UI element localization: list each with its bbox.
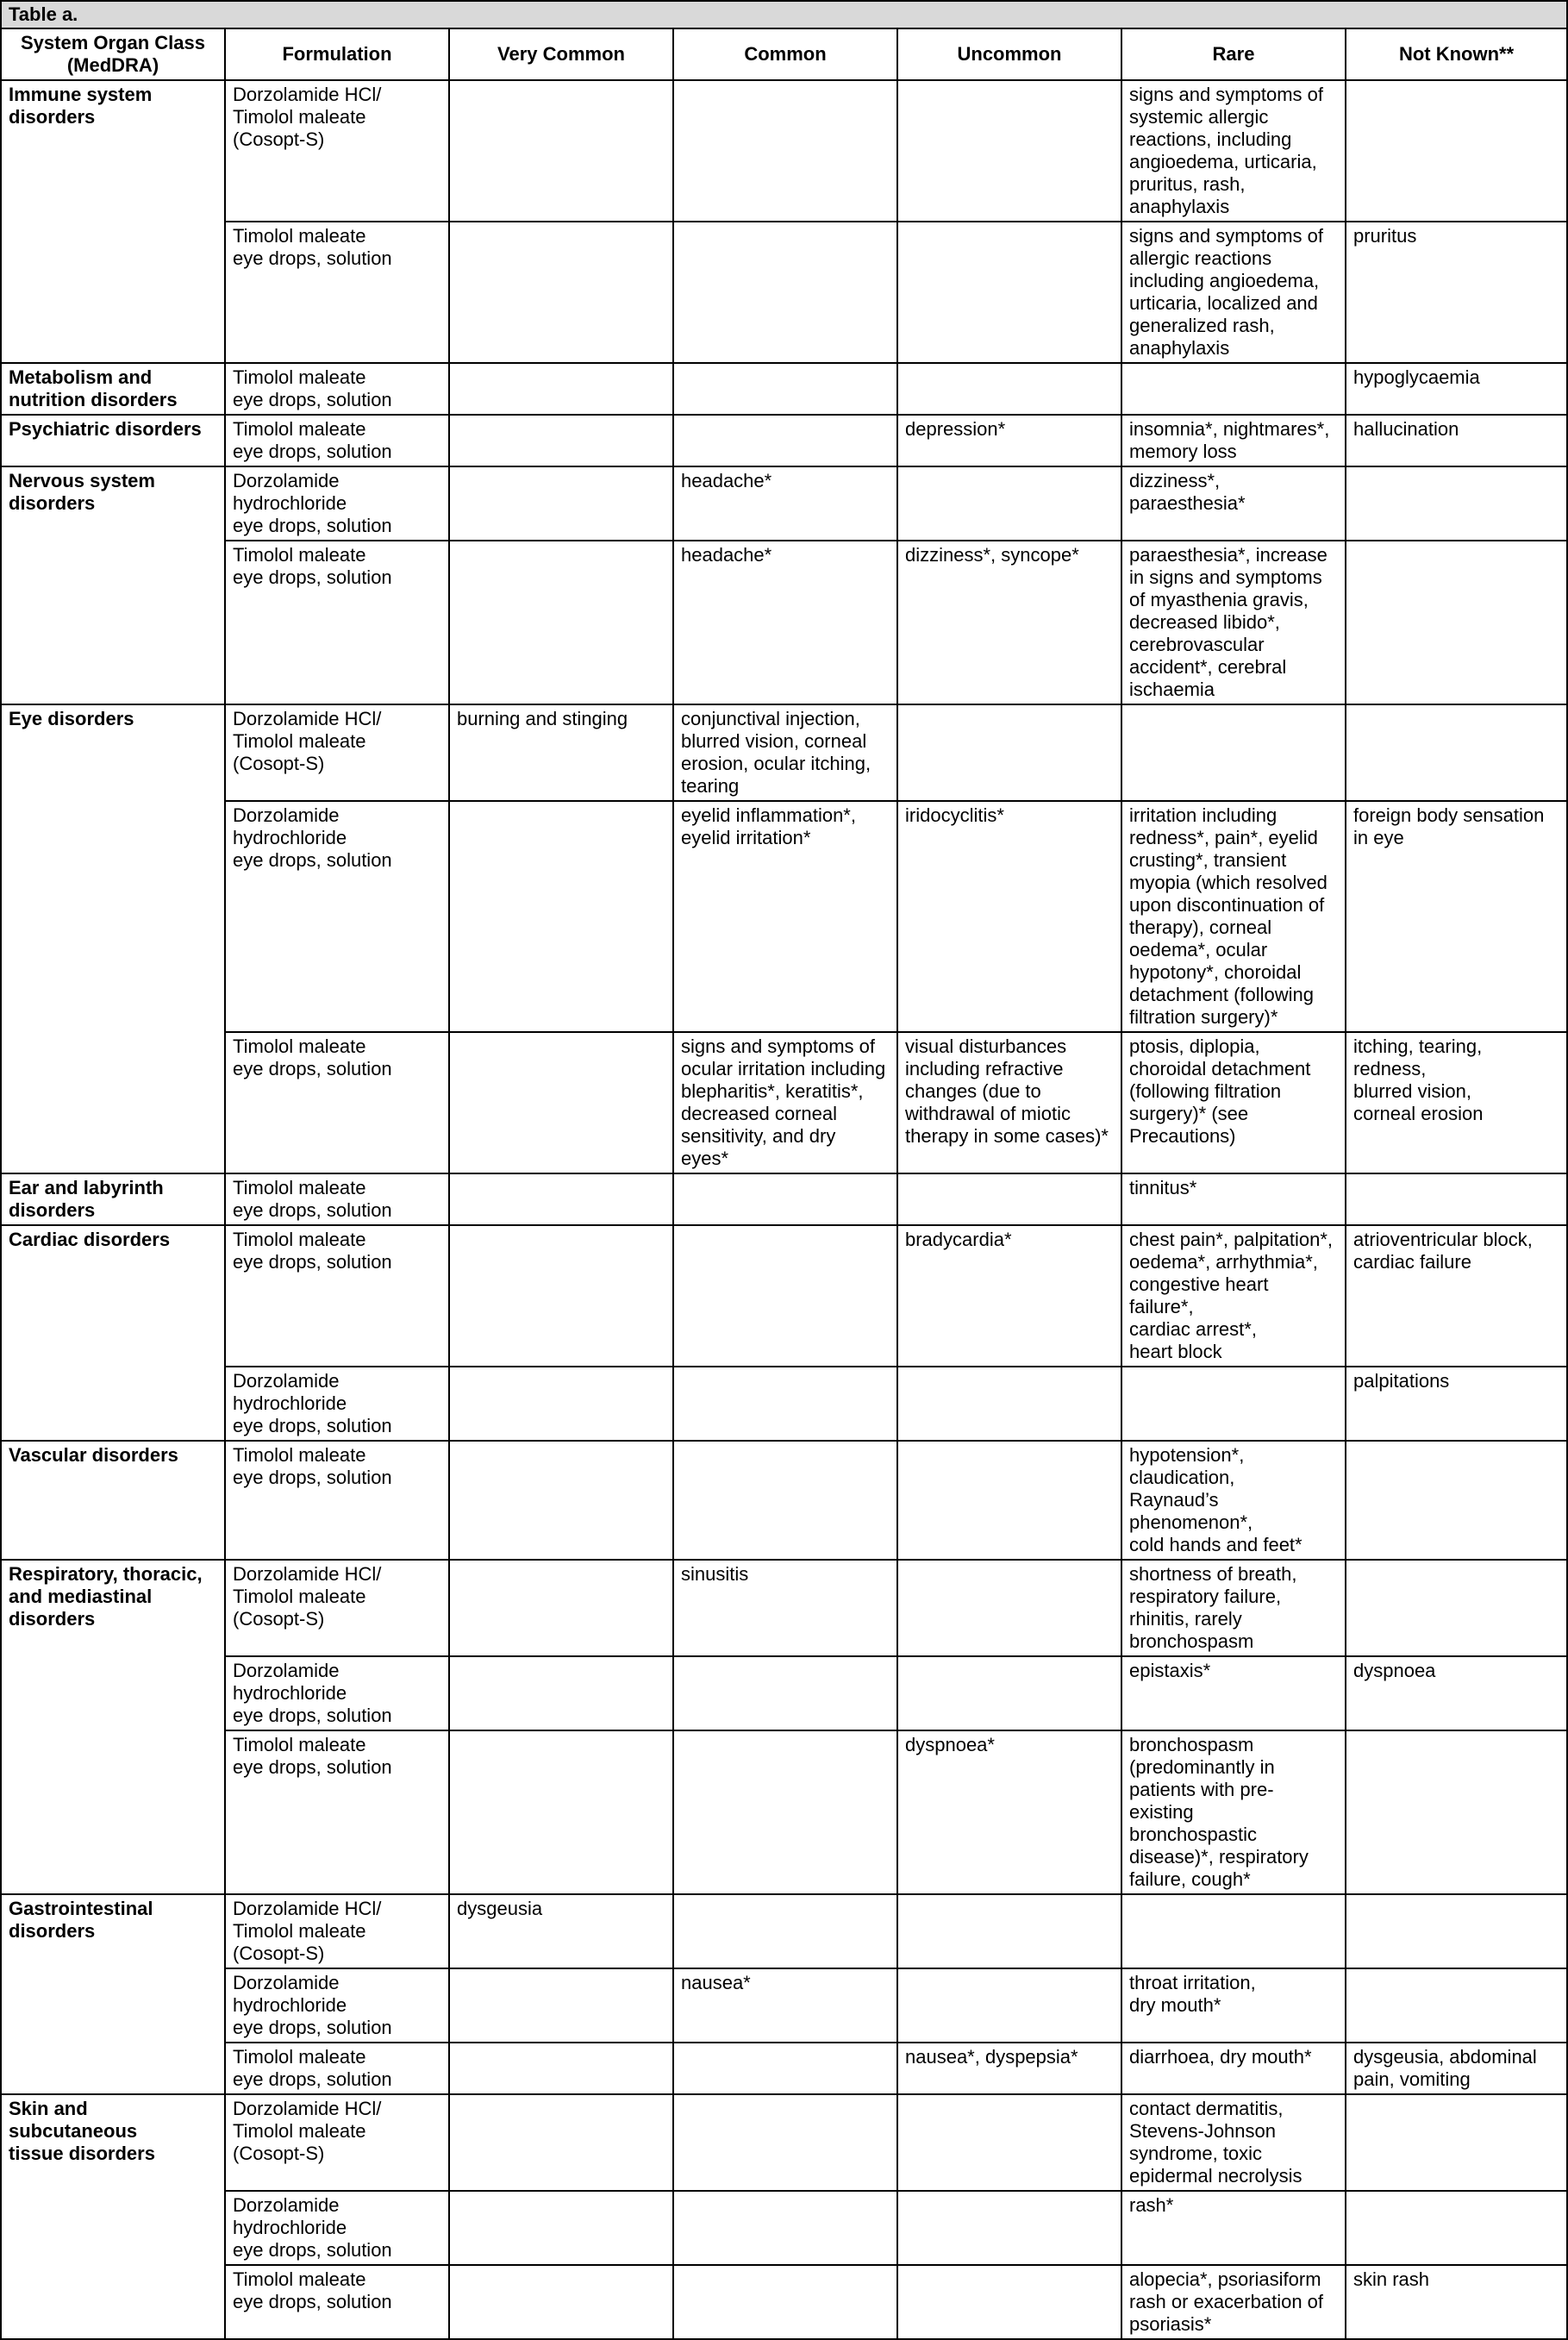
rare-cell [1121, 1032, 1346, 1173]
formulation-cell-text: Dorzolamide HCl/ Timolol maleate (Cosopt-S) [233, 84, 382, 150]
common-cell-text: nausea* [681, 1972, 751, 1993]
common-cell [673, 1968, 897, 2043]
table-row [1, 2043, 1567, 2094]
formulation-cell [225, 466, 449, 541]
very-common-cell [449, 222, 673, 363]
system-organ-class-cell [1, 80, 225, 363]
formulation-cell [225, 415, 449, 466]
common-cell-text: sinusitis [681, 1563, 749, 1585]
rare-cell [1121, 801, 1346, 1032]
formulation-cell-text: Dorzolamide hydrochloride eye drops, solution [233, 1370, 392, 1436]
rare-cell [1121, 1894, 1346, 1968]
formulation-cell [225, 541, 449, 704]
uncommon-cell [897, 1367, 1121, 1441]
common-cell [673, 801, 897, 1032]
formulation-cell-text: Dorzolamide HCl/ Timolol maleate (Cosopt-S) [233, 1563, 382, 1630]
system-organ-class-cell [1, 2094, 225, 2339]
rare-cell [1121, 1730, 1346, 1894]
header-not-known-label: Not Known** [1398, 43, 1515, 65]
header-formulation [225, 28, 449, 80]
uncommon-cell-text: nausea*, dyspepsia* [905, 2046, 1078, 2068]
rare-cell [1121, 2043, 1346, 2094]
formulation-cell-text: Dorzolamide hydrochloride eye drops, solution [233, 2194, 392, 2261]
formulation-cell-text: Timolol maleate eye drops, solution [233, 1177, 392, 1221]
common-cell [673, 2265, 897, 2339]
table-row [1, 1441, 1567, 1560]
not-known-cell-text: dysgeusia, abdominal pain, vomiting [1353, 2046, 1537, 2090]
system-organ-class-label: Eye disorders [9, 708, 134, 729]
rare-cell [1121, 2265, 1346, 2339]
rare-cell [1121, 363, 1346, 415]
rare-cell-text: throat irritation, dry mouth* [1129, 1972, 1256, 2016]
uncommon-cell [897, 1656, 1121, 1730]
table-row [1, 222, 1567, 363]
uncommon-cell-text: dyspnoea* [905, 1734, 995, 1755]
formulation-cell [225, 1560, 449, 1656]
formulation-cell [225, 1367, 449, 1441]
system-organ-class-label: Respiratory, thoracic, and mediastinal disorders [9, 1563, 203, 1630]
not-known-cell [1346, 1441, 1567, 1560]
rare-cell [1121, 415, 1346, 466]
formulation-cell-text: Dorzolamide hydrochloride eye drops, solution [233, 1972, 392, 2038]
not-known-cell [1346, 363, 1567, 415]
uncommon-cell [897, 1225, 1121, 1367]
formulation-cell-text: Timolol maleate eye drops, solution [233, 225, 392, 269]
rare-cell-text: diarrhoea, dry mouth* [1129, 2046, 1312, 2068]
uncommon-cell [897, 1173, 1121, 1225]
uncommon-cell-text: depression* [905, 418, 1006, 440]
not-known-cell [1346, 704, 1567, 801]
not-known-cell [1346, 2094, 1567, 2191]
formulation-cell-text: Dorzolamide hydrochloride eye drops, solution [233, 804, 392, 871]
not-known-cell [1346, 222, 1567, 363]
system-organ-class-label: Immune system disorders [9, 84, 153, 128]
very-common-cell [449, 1730, 673, 1894]
formulation-cell [225, 1441, 449, 1560]
very-common-cell [449, 363, 673, 415]
uncommon-cell [897, 2191, 1121, 2265]
formulation-cell [225, 80, 449, 222]
rare-cell [1121, 466, 1346, 541]
common-cell [673, 363, 897, 415]
system-organ-class-cell [1, 1173, 225, 1225]
formulation-cell-text: Dorzolamide HCl/ Timolol maleate (Cosopt-S) [233, 1898, 382, 1964]
rare-cell-text: tinnitus* [1129, 1177, 1197, 1198]
header-row [1, 28, 1567, 80]
header-very-common-label: Very Common [497, 43, 625, 65]
header-rare [1121, 28, 1346, 80]
rare-cell [1121, 1367, 1346, 1441]
rare-cell-text: irritation including redness*, pain*, eyelid crusting*, transient myopia (which resolved upon discontinuation of therapy), corneal oedema*, ocular hypotony*, choroidal detachment (following filtration surgery)* [1129, 804, 1327, 1028]
rare-cell-text: contact dermatitis, Stevens-Johnson syndrome, toxic epidermal necrolysis [1129, 2098, 1303, 2187]
system-organ-class-cell [1, 1560, 225, 1894]
uncommon-cell [897, 1032, 1121, 1173]
table-row [1, 466, 1567, 541]
table-row [1, 1656, 1567, 1730]
not-known-cell [1346, 1173, 1567, 1225]
uncommon-cell [897, 2094, 1121, 2191]
uncommon-cell [897, 222, 1121, 363]
header-uncommon [897, 28, 1121, 80]
formulation-cell-text: Timolol maleate eye drops, solution [233, 418, 392, 462]
not-known-cell-text: atrioventricular block, cardiac failure [1353, 1229, 1533, 1273]
formulation-cell-text: Timolol maleate eye drops, solution [233, 2046, 392, 2090]
common-cell [673, 1894, 897, 1968]
formulation-cell [225, 363, 449, 415]
header-rare-label: Rare [1212, 43, 1255, 65]
rare-cell-text: alopecia*, psoriasiform rash or exacerbation of psoriasis* [1129, 2268, 1324, 2335]
table-row [1, 1968, 1567, 2043]
formulation-cell [225, 704, 449, 801]
table-caption: Table a. [1, 1, 1567, 28]
uncommon-cell [897, 80, 1121, 222]
common-cell [673, 1367, 897, 1441]
formulation-cell-text: Timolol maleate eye drops, solution [233, 1444, 392, 1488]
common-cell [673, 1560, 897, 1656]
very-common-cell [449, 466, 673, 541]
table-row [1, 1173, 1567, 1225]
not-known-cell-text: skin rash [1353, 2268, 1430, 2290]
formulation-cell-text: Timolol maleate eye drops, solution [233, 1734, 392, 1778]
very-common-cell-text: dysgeusia [457, 1898, 543, 1919]
table-row [1, 80, 1567, 222]
common-cell [673, 1441, 897, 1560]
rare-cell [1121, 222, 1346, 363]
very-common-cell [449, 1560, 673, 1656]
uncommon-cell [897, 541, 1121, 704]
formulation-cell-text: Timolol maleate eye drops, solution [233, 366, 392, 410]
very-common-cell [449, 2191, 673, 2265]
rare-cell-text: signs and symptoms of allergic reactions including angioedema, urticaria, localized and generalized rash, anaphylaxis [1129, 225, 1323, 359]
common-cell [673, 222, 897, 363]
header-soc [1, 28, 225, 80]
very-common-cell [449, 2265, 673, 2339]
formulation-cell [225, 1968, 449, 2043]
table-row [1, 363, 1567, 415]
very-common-cell-text: burning and stinging [457, 708, 628, 729]
table-row [1, 2191, 1567, 2265]
rare-cell [1121, 541, 1346, 704]
table-row [1, 1730, 1567, 1894]
table-row [1, 801, 1567, 1032]
table-row [1, 415, 1567, 466]
very-common-cell [449, 80, 673, 222]
not-known-cell [1346, 541, 1567, 704]
system-organ-class-label: Gastrointestinal disorders [9, 1898, 153, 1942]
rare-cell [1121, 1225, 1346, 1367]
common-cell-text: headache* [681, 470, 772, 491]
table-row [1, 541, 1567, 704]
rare-cell [1121, 704, 1346, 801]
not-known-cell [1346, 1656, 1567, 1730]
very-common-cell [449, 704, 673, 801]
formulation-cell [225, 222, 449, 363]
common-cell [673, 466, 897, 541]
table-row [1, 1225, 1567, 1367]
formulation-cell-text: Dorzolamide hydrochloride eye drops, solution [233, 470, 392, 536]
system-organ-class-label: Nervous system disorders [9, 470, 155, 514]
system-organ-class-cell [1, 704, 225, 1173]
system-organ-class-cell [1, 466, 225, 704]
common-cell [673, 80, 897, 222]
formulation-cell [225, 2094, 449, 2191]
common-cell-text: headache* [681, 544, 772, 566]
formulation-cell [225, 2043, 449, 2094]
very-common-cell [449, 1441, 673, 1560]
system-organ-class-label: Metabolism and nutrition disorders [9, 366, 178, 410]
formulation-cell-text: Dorzolamide hydrochloride eye drops, solution [233, 1660, 392, 1726]
not-known-cell [1346, 1560, 1567, 1656]
common-cell [673, 1656, 897, 1730]
rare-cell [1121, 80, 1346, 222]
common-cell [673, 541, 897, 704]
not-known-cell-text: pruritus [1353, 225, 1417, 247]
formulation-cell [225, 2265, 449, 2339]
not-known-cell [1346, 1225, 1567, 1367]
uncommon-cell-text: iridocyclitis* [905, 804, 1004, 826]
very-common-cell [449, 1968, 673, 2043]
uncommon-cell-text: visual disturbances including refractive changes (due to withdrawal of miotic therapy in some cases)* [905, 1035, 1109, 1147]
common-cell [673, 1173, 897, 1225]
rare-cell-text: insomnia*, nightmares*, memory loss [1129, 418, 1330, 462]
rare-cell-text: paraesthesia*, increase in signs and symptoms of myasthenia gravis, decreased libido*, cerebrovascular accident*, cerebral ischaemia [1129, 544, 1327, 700]
very-common-cell [449, 415, 673, 466]
very-common-cell [449, 2094, 673, 2191]
formulation-cell [225, 1656, 449, 1730]
formulation-cell [225, 2191, 449, 2265]
uncommon-cell [897, 704, 1121, 801]
not-known-cell-text: palpitations [1353, 1370, 1450, 1392]
formulation-cell-text: Dorzolamide HCl/ Timolol maleate (Cosopt-S) [233, 708, 382, 774]
header-formulation-label: Formulation [282, 43, 392, 65]
not-known-cell [1346, 415, 1567, 466]
formulation-cell [225, 1032, 449, 1173]
table-row [1, 1032, 1567, 1173]
rare-cell-text: epistaxis* [1129, 1660, 1211, 1681]
caption-row [1, 1, 1567, 28]
not-known-cell-text: hallucination [1353, 418, 1459, 440]
not-known-cell-text: foreign body sensation in eye [1353, 804, 1545, 848]
common-cell [673, 704, 897, 801]
system-organ-class-cell [1, 1894, 225, 2094]
common-cell [673, 2094, 897, 2191]
not-known-cell-text: hypoglycaemia [1353, 366, 1480, 388]
header-uncommon-label: Uncommon [957, 43, 1062, 65]
table-row [1, 2094, 1567, 2191]
uncommon-cell [897, 801, 1121, 1032]
not-known-cell [1346, 2191, 1567, 2265]
rare-cell-text: signs and symptoms of systemic allergic reactions, including angioedema, urticaria, pruritus, rash, anaphylaxis [1129, 84, 1323, 217]
very-common-cell [449, 541, 673, 704]
uncommon-cell [897, 1968, 1121, 2043]
common-cell [673, 1730, 897, 1894]
common-cell [673, 1225, 897, 1367]
system-organ-class-label: Psychiatric disorders [9, 418, 202, 440]
formulation-cell [225, 1730, 449, 1894]
very-common-cell [449, 2043, 673, 2094]
rare-cell [1121, 2094, 1346, 2191]
formulation-cell [225, 801, 449, 1032]
not-known-cell [1346, 1367, 1567, 1441]
rare-cell [1121, 2191, 1346, 2265]
table-row [1, 1560, 1567, 1656]
common-cell [673, 2043, 897, 2094]
table-row [1, 1894, 1567, 1968]
system-organ-class-label: Vascular disorders [9, 1444, 178, 1466]
rare-cell-text: chest pain*, palpitation*, oedema*, arrhythmia*, congestive heart failure*, cardiac arrest*, heart block [1129, 1229, 1334, 1362]
rare-cell-text: bronchospasm (predominantly in patients with pre-existing bronchospastic disease)*, respiratory failure, cough* [1129, 1734, 1309, 1890]
system-organ-class-label: Cardiac disorders [9, 1229, 171, 1250]
system-organ-class-cell [1, 363, 225, 415]
formulation-cell-text: Timolol maleate eye drops, solution [233, 544, 392, 588]
very-common-cell [449, 1894, 673, 1968]
not-known-cell [1346, 1730, 1567, 1894]
very-common-cell [449, 1173, 673, 1225]
rare-cell [1121, 1173, 1346, 1225]
table-row [1, 1367, 1567, 1441]
not-known-cell [1346, 1032, 1567, 1173]
rare-cell-text: rash* [1129, 2194, 1174, 2216]
uncommon-cell [897, 1560, 1121, 1656]
not-known-cell [1346, 2043, 1567, 2094]
common-cell [673, 2191, 897, 2265]
uncommon-cell [897, 1894, 1121, 1968]
common-cell [673, 415, 897, 466]
not-known-cell [1346, 80, 1567, 222]
header-common [673, 28, 897, 80]
system-organ-class-cell [1, 415, 225, 466]
very-common-cell [449, 1225, 673, 1367]
not-known-cell [1346, 801, 1567, 1032]
uncommon-cell [897, 2043, 1121, 2094]
formulation-cell [225, 1225, 449, 1367]
uncommon-cell [897, 2265, 1121, 2339]
not-known-cell [1346, 1894, 1567, 1968]
not-known-cell-text: dyspnoea [1353, 1660, 1436, 1681]
rare-cell [1121, 1560, 1346, 1656]
rare-cell-text: dizziness*, paraesthesia* [1129, 470, 1246, 514]
uncommon-cell [897, 1730, 1121, 1894]
rare-cell [1121, 1441, 1346, 1560]
formulation-cell-text: Timolol maleate eye drops, solution [233, 1229, 392, 1273]
header-common-label: Common [744, 43, 827, 65]
uncommon-cell [897, 1441, 1121, 1560]
header-soc-label: System Organ Class (MedDRA) [21, 32, 205, 76]
common-cell [673, 1032, 897, 1173]
header-not-known [1346, 28, 1567, 80]
formulation-cell-text: Timolol maleate eye drops, solution [233, 2268, 392, 2312]
rare-cell-text: hypotension*, claudication, Raynaud’s phenomenon*, cold hands and feet* [1129, 1444, 1303, 1555]
header-very-common [449, 28, 673, 80]
formulation-cell-text: Timolol maleate eye drops, solution [233, 1035, 392, 1079]
table-row [1, 704, 1567, 801]
uncommon-cell [897, 466, 1121, 541]
very-common-cell [449, 1032, 673, 1173]
very-common-cell [449, 1656, 673, 1730]
not-known-cell [1346, 1968, 1567, 2043]
uncommon-cell [897, 415, 1121, 466]
uncommon-cell-text: dizziness*, syncope* [905, 544, 1079, 566]
uncommon-cell-text: bradycardia* [905, 1229, 1012, 1250]
common-cell-text: eyelid inflammation*, eyelid irritation* [681, 804, 856, 848]
rare-cell [1121, 1656, 1346, 1730]
rare-cell-text: ptosis, diplopia, choroidal detachment (following filtration surgery)* (see Precautions) [1129, 1035, 1311, 1147]
not-known-cell [1346, 2265, 1567, 2339]
table-row [1, 2265, 1567, 2339]
system-organ-class-cell [1, 1225, 225, 1441]
system-organ-class-label: Ear and labyrinth disorders [9, 1177, 164, 1221]
system-organ-class-cell [1, 1441, 225, 1560]
system-organ-class-label: Skin and subcutaneous tissue disorders [9, 2098, 155, 2164]
common-cell-text: signs and symptoms of ocular irritation including blepharitis*, keratitis*, decreased corneal sensitivity, and dry eyes* [681, 1035, 886, 1169]
not-known-cell-text: itching, tearing, redness, blurred vision, corneal erosion [1353, 1035, 1484, 1124]
very-common-cell [449, 801, 673, 1032]
rare-cell [1121, 1968, 1346, 2043]
formulation-cell [225, 1894, 449, 1968]
rare-cell-text: shortness of breath, respiratory failure, rhinitis, rarely bronchospasm [1129, 1563, 1297, 1652]
table-body [1, 80, 1567, 2339]
common-cell-text: conjunctival injection, blurred vision, corneal erosion, ocular itching, tearing [681, 708, 871, 797]
formulation-cell-text: Dorzolamide HCl/ Timolol maleate (Cosopt-S) [233, 2098, 382, 2164]
formulation-cell [225, 1173, 449, 1225]
very-common-cell [449, 1367, 673, 1441]
not-known-cell [1346, 466, 1567, 541]
uncommon-cell [897, 363, 1121, 415]
